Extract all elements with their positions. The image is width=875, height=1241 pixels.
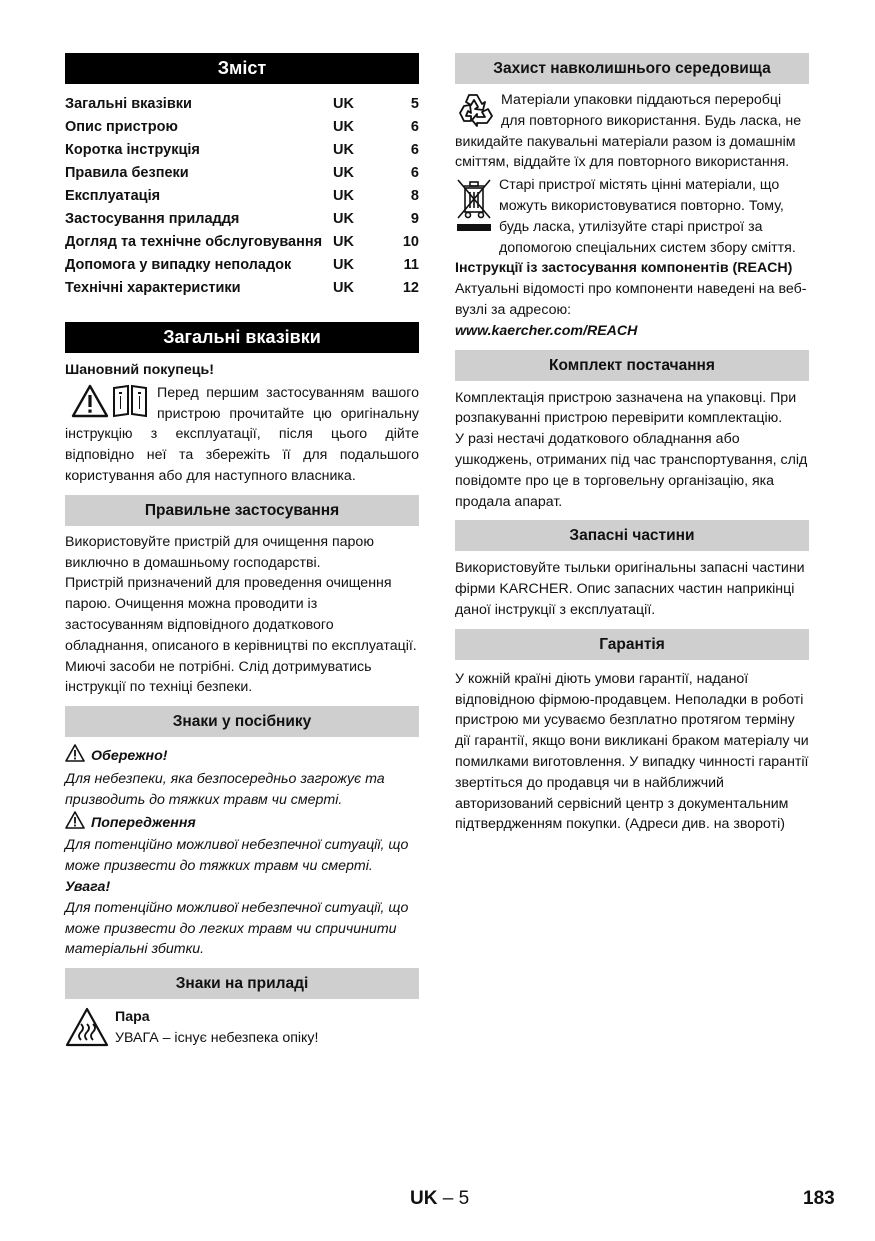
device-symbols-header: Знаки на приладі — [65, 968, 419, 999]
general-notes-text: Перед першим застосуванням вашого пристрою прочитайте цю оригінальну інструкцію з експлуатації, після цього дійте відповідно неї та збережіть її для подальшого користування або для наступного власника. — [65, 384, 419, 484]
toc-page: 6 — [410, 142, 419, 158]
toc-lang: UK — [333, 280, 354, 296]
toc-page: 11 — [403, 257, 419, 273]
warning-triangle-icon — [65, 744, 85, 769]
spare-parts-header: Запасні частини — [455, 520, 809, 551]
warning-title: Попередження — [91, 814, 196, 831]
recycle-text: Матеріали упаковки піддаються переробці для повторного використання. Будь ласка, не викидайте пакувальні матеріали разом із домашнім сміттям, віддайте їх для повторного використання. — [455, 92, 802, 171]
reach-title: Інструкції із застосування компонентів (REACH) — [455, 260, 793, 277]
toc-title: Технічні характеристики — [65, 280, 241, 296]
danger-title: Обережно! — [91, 748, 168, 765]
toc-row[interactable] — [65, 139, 419, 162]
caution-title: Увага! — [65, 878, 111, 895]
warning-triangle-icon — [65, 811, 85, 836]
delivery-p2: У разі нестачі додаткового обладнання або ушкоджень, отриманих під час транспортування, слід повідомте про це в торговельну організацію, яка продала апарат. — [455, 431, 808, 510]
toc-lang: UK — [333, 234, 354, 250]
toc-title: Коротка інструкція — [65, 142, 200, 158]
right-column — [455, 53, 809, 843]
toc-title: Допомога у випадку неполадок — [65, 257, 292, 273]
toc-lang: UK — [333, 165, 354, 181]
danger-text: Для небезпеки, яка безпосередньо загрожує та призводить до тяжких травм чи смерті. — [65, 770, 385, 808]
environment-header: Захист навколишнього середовища — [455, 53, 809, 84]
toc-row[interactable] — [65, 254, 419, 277]
reach-url-link[interactable]: www.kaercher.com/REACH — [455, 322, 638, 339]
intended-use-p1: Використовуйте пристрій для очищення парою виключно в домашньому господарстві. — [65, 533, 374, 571]
toc-title: Застосування приладдя — [65, 211, 240, 227]
left-column — [65, 53, 419, 1051]
toc-page: 5 — [410, 96, 419, 112]
footer-page-label — [410, 1188, 469, 1210]
toc-header: Зміст — [65, 53, 419, 84]
footer-sep: – 5 — [437, 1188, 470, 1209]
recycle-icon — [455, 91, 495, 131]
toc-page: 6 — [410, 165, 419, 181]
footer-lang: UK — [410, 1188, 438, 1209]
steam-title: Пара — [115, 1009, 150, 1026]
toc-page: 8 — [410, 188, 419, 204]
toc-row[interactable] — [65, 208, 419, 231]
warning-triangle-icon — [71, 384, 109, 422]
footer-page-number: 183 — [803, 1188, 835, 1209]
toc-row[interactable] — [65, 116, 419, 139]
delivery-header: Комплект постачання — [455, 350, 809, 381]
intended-use-header: Правильне застосування — [65, 495, 419, 526]
manual-symbols-header: Знаки у посібнику — [65, 706, 419, 737]
toc-page: 9 — [410, 211, 419, 227]
toc-row[interactable] — [65, 93, 419, 116]
toc-title: Правила безпеки — [65, 165, 189, 181]
toc-title: Загальні вказівки — [65, 96, 192, 112]
spare-parts-text: Використовуйте тыльки оригінальны запасні частини фірми KARCHER. Опис запасних частин наприкінці даної інструкції з експлуатації. — [455, 560, 805, 618]
toc-page: 6 — [410, 119, 419, 135]
manual-book-icon — [111, 384, 149, 422]
toc-lang: UK — [333, 257, 354, 273]
weee-text: Старі пристрої містять цінні матеріали, що можуть використовуватися повторно. Тому, будь ласка, утилізуйте старі пристрої за допомогою спеціальних систем збору сміття. — [499, 177, 796, 256]
toc-lang: UK — [333, 188, 354, 204]
caution-text: Для потенційно можливої небезпечної ситуації, що може призвести до легких травм чи спричинити матеріальні збитки. — [65, 899, 409, 958]
intended-use-p2: Пристрій призначений для проведення очищення парою. Очищення можна проводити із застосуванням відповідного додаткового обладнання, описаного в керівництві по експлуатації. Миючі засоби не потрібні. Слід дотримуватись інструкції по техніці безпеки. — [65, 575, 417, 696]
toc-row[interactable] — [65, 185, 419, 208]
general-notes-header: Загальні вказівки — [65, 322, 419, 353]
table-of-contents — [65, 93, 419, 300]
toc-title: Експлуатація — [65, 188, 161, 204]
hot-steam-icon — [65, 1007, 109, 1051]
toc-title: Догляд та технічне обслуговування — [65, 234, 323, 250]
warranty-text: У кожній країні діють умови гарантії, наданої відповідною фірмою-продавцем. Неполадки в роботі пристрою ми усуваємо безплатно протягом терміну дії гарантії, якщо вони викликані браком матеріалу чи помилками виготовлення. У випадку чинності гарантії звертіться до продавця чи в найближчий авторизований сервісний центр з документальним підтвердженням покупки. (Адреси див. на звороті) — [455, 670, 809, 833]
steam-text: УВАГА – існує небезпека опіку! — [115, 1029, 319, 1046]
toc-lang: UK — [333, 96, 354, 112]
reach-text: Актуальні відомості про компоненти наведені на веб-вузлі за адресою: — [455, 281, 807, 318]
toc-lang: UK — [333, 142, 354, 158]
toc-page: 10 — [402, 234, 419, 250]
toc-page: 12 — [402, 280, 419, 296]
greeting: Шановний покупець! — [65, 362, 214, 378]
toc-lang: UK — [333, 119, 354, 135]
toc-title: Опис пристрою — [65, 119, 178, 135]
toc-row[interactable] — [65, 162, 419, 185]
toc-lang: UK — [333, 211, 354, 227]
warning-text: Для потенційно можливої небезпечної ситуації, що може призвести до тяжких травм чи смерті. — [65, 837, 409, 875]
toc-row[interactable] — [65, 231, 419, 254]
warranty-header: Гарантія — [455, 629, 809, 660]
crossed-bin-icon — [455, 176, 493, 238]
delivery-p1: Комплектація пристрою зазначена на упаковці. При розпакуванні пристрою перевірити комплектацію. — [455, 389, 797, 427]
toc-row[interactable] — [65, 277, 419, 300]
